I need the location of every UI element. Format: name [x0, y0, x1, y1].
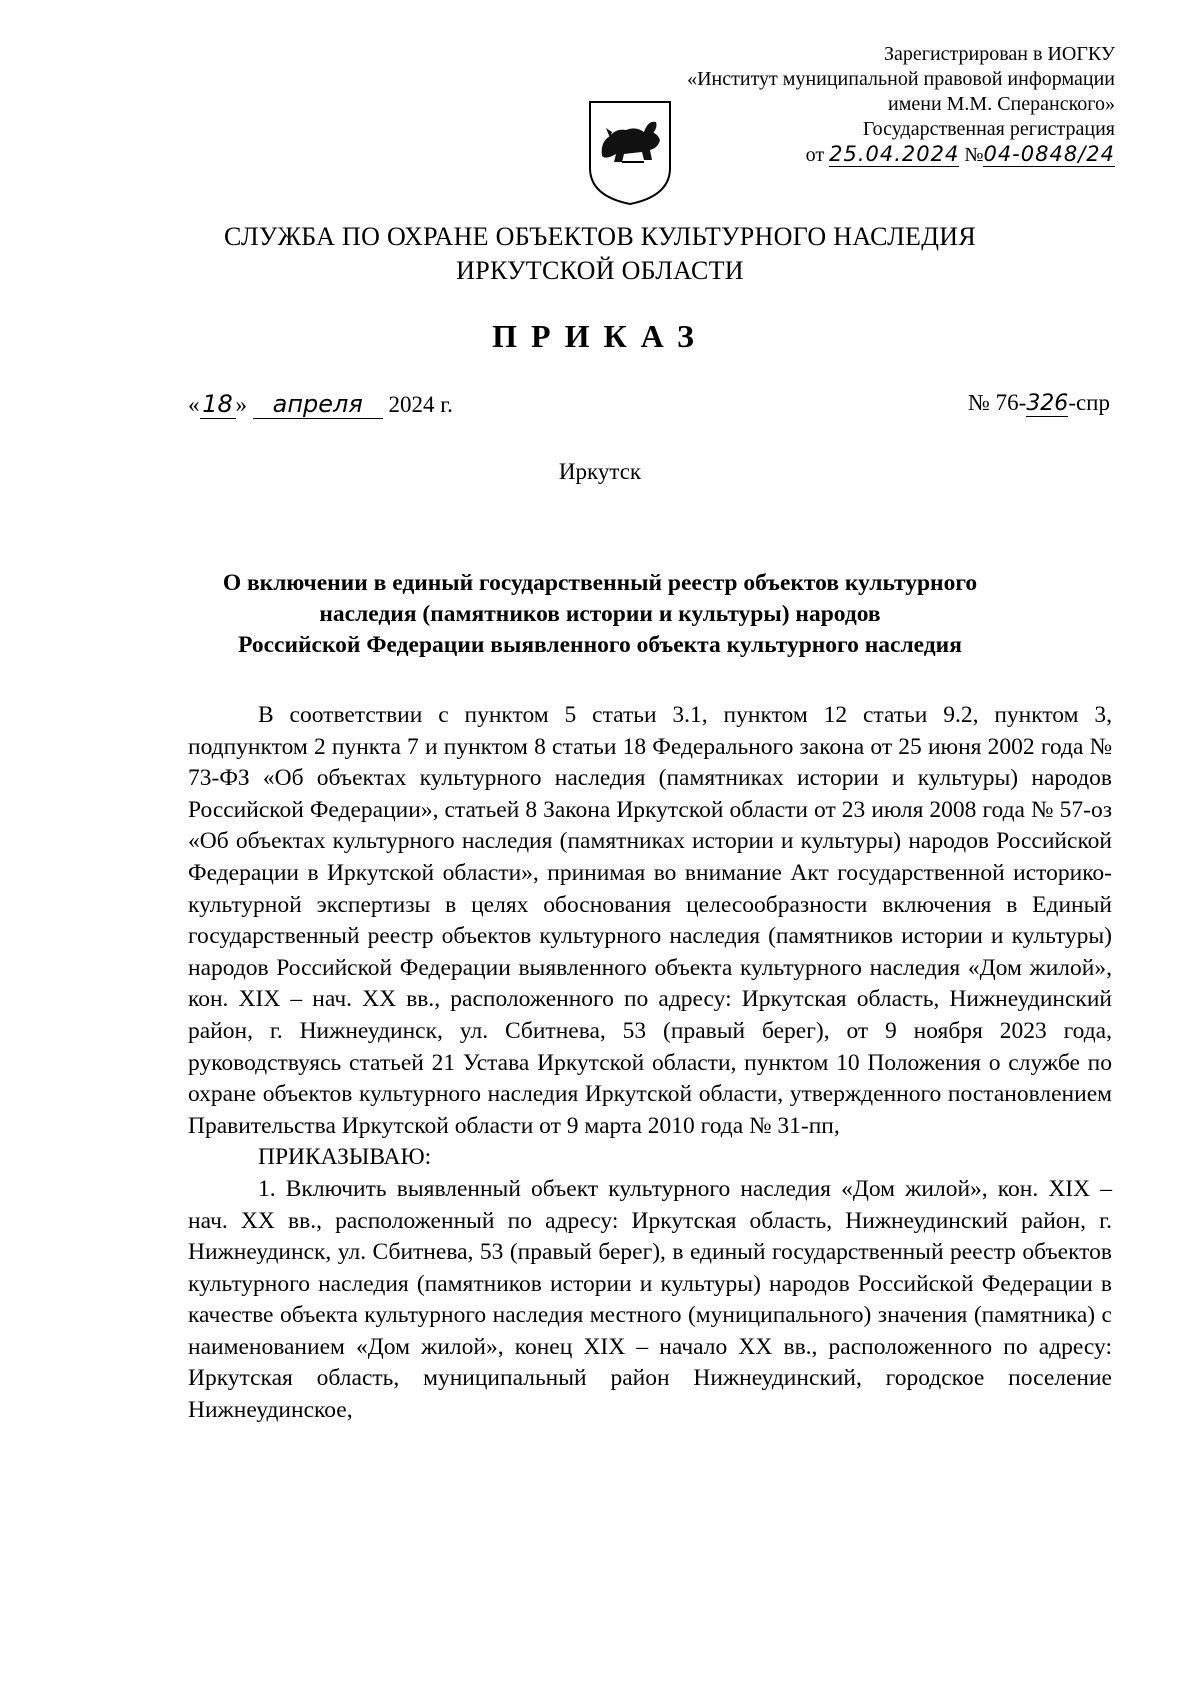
order-body [188, 700, 1112, 1427]
registration-number: 04-0848/24 [983, 142, 1115, 166]
order-number-handwritten: 326 [1026, 391, 1069, 416]
order-date [188, 390, 453, 419]
registration-line-1: Зарегистрирован в ИОГКУ [884, 43, 1115, 65]
registration-date-number [687, 142, 1115, 168]
order-subject [150, 568, 1050, 661]
subject-line-3: Российской Федерации выявленного объекта культурного наследия [238, 632, 962, 658]
preamble-paragraph: В соответствии с пунктом 5 статьи 3.1, пунктом 12 статьи 9.2, пунктом 3, подпунктом 2 пункта 7 и пунктом 8 статьи 18 Федерального закона от 25 июня 2002 года № 73-ФЗ «Об объектах культурного наследия (памятниках истории и культуры) народов Российской Федерации», статьей 8 Закона Иркутской области от 23 июля 2008 года № 57-оз «Об объектах культурного наследия (памятниках истории и культуры) народов Российской Федерации в Иркутской области», принимая во внимание Акт государственной историко-культурной экспертизы в целях обоснования целесообразности включения в Единый государственный реестр объектов культурного наследия (памятников истории и культуры) народов Российской Федерации выявленного объекта культурного наследия «Дом жилой», кон. XIX – нач. XX вв., расположенного по адресу: Иркутская область, Нижнеудинский район, г. Нижнеудинск, ул. Сбитнева, 53 (правый берег), от 9 ноября 2023 года, руководствуясь статьей 21 Устава Иркутской области, пунктом 10 Положения о службе по охране объектов культурного наследия Иркутской области, утвержденного постановлением Правительства Иркутской области от 9 марта 2010 года № 31-пп, [188, 702, 1112, 1139]
date-open-quote: « [188, 392, 200, 417]
registration-date: 25.04.2024 [829, 142, 960, 166]
organization-name-line-1: СЛУЖБА ПО ОХРАНЕ ОБЪЕКТОВ КУЛЬТУРНОГО НАСЛЕДИЯ [224, 222, 976, 251]
coat-of-arms-icon [586, 98, 674, 208]
order-number-prefix: № 76- [967, 390, 1027, 415]
registration-line-3: имени М.М. Сперанского» [888, 93, 1115, 115]
date-month: апреля [253, 390, 383, 419]
subject-line-1: О включении в единый государственный реестр объектов культурного [222, 570, 978, 596]
date-day: 18 [200, 390, 236, 419]
registration-number-label: № [964, 144, 984, 166]
order-item-1: 1. Включить выявленный объект культурного наследия «Дом жилой», кон. XIX – нач. XX вв., расположенный по адресу: Иркутская область, Нижнеудинский район, г. Нижнеудинск, ул. Сбитнева, 53 (правый берег), в единый государственный реестр объектов культурного наследия (памятников истории и культуры) народов Российской Федерации в качестве объекта культурного наследия местного (муниципального) значения (памятника) с наименованием «Дом жилой», конец XIX – начало XX вв., расположенного по адресу: Иркутская область, муниципальный район Нижнеудинский, городское поселение Нижнеудинское, [188, 1175, 1112, 1424]
date-close-quote: » [235, 392, 247, 417]
order-word: ПРИКАЗЫВАЮ: [258, 1144, 432, 1171]
city: Иркутск [558, 459, 642, 484]
subject-line-2: наследия (памятников истории и культуры) народов [319, 601, 881, 627]
organization-name [0, 220, 1200, 288]
registration-line-2: «Институт муниципальной правовой информации [687, 68, 1115, 90]
registration-stamp [687, 42, 1115, 168]
date-year: 2024 г. [388, 392, 453, 417]
organization-name-line-2: ИРКУТСКОЙ ОБЛАСТИ [456, 256, 744, 285]
order-number [968, 390, 1110, 416]
registration-from-label: от [805, 144, 825, 166]
order-number-suffix: -спр [1068, 390, 1110, 415]
document-title: ПРИКАЗ [492, 318, 708, 354]
registration-line-4: Государственная регистрация [862, 118, 1115, 140]
